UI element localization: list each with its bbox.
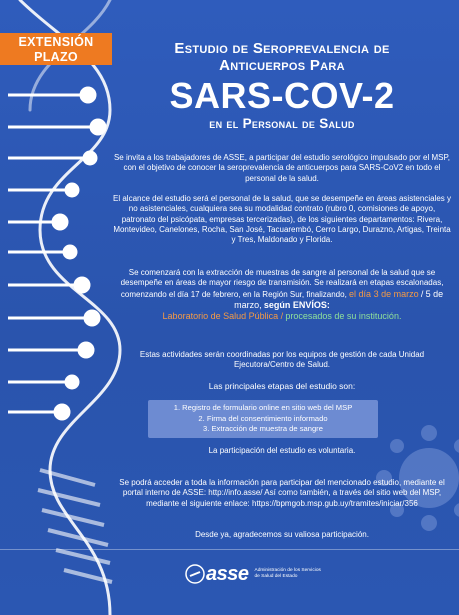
scope-paragraph: El alcance del estudio será el personal de la salud, que se desempeñe en áreas asistenciales y no asistenciales, cualquiera sea su modalidad contrato (rubro 0, comisiones de apoyo, patronato del psicópata, empresas tercerizadas), de los siguientes departamentos: Rivera, Montevideo, Canelones, Rocha, San José, Tacuarembó, Cerro Largo, Durazno, Artigas, Treinta y Tres, Maldonado y Florida.: [113, 194, 451, 245]
title-line3: en el Personal de Salud: [209, 116, 355, 131]
coordination-paragraph: Estas actividades serán coordinadas por los equipos de gestión de cada Unidad Ejecutora/Centro de Salud.: [139, 350, 425, 370]
access-paragraph: Se podrá acceder a toda la información para participar del mencionado estudio, mediante el portal interno de ASSE: http://info.asse/ Así como también, a través del sitio web del MSP, mediante el siguiente enlace: https://bpmgob.msp.gub.uy/tramites/iniciar/356: [119, 478, 445, 508]
intro-paragraph: Se invita a los trabajadores de ASSE, a participar del estudio serológico impulsado por el MSP, con el objetivo de conocer la seroprevalencia de anticuerpos para SARS-CoV2 en todo el personal de la salud.: [113, 153, 451, 183]
title-line1: Estudio de Seroprevalencia de: [174, 40, 390, 57]
badge-line2: PLAZO: [34, 50, 78, 64]
stage-item: 2. Firma del consentimiento informado: [198, 413, 328, 423]
logo-subtitle: Administración de los Servicios de Salud del Estado: [254, 568, 321, 579]
title-block: [112, 40, 452, 132]
title-line2: Anticuerpos Para: [219, 57, 345, 74]
date-separator: /: [420, 288, 424, 299]
lab-label: Laboratorio de Salud Pública /: [162, 311, 284, 322]
envios-label: según ENVÍOS:: [263, 299, 330, 310]
stage-item: 1. Registro de formulario online en sitio web del MSP: [173, 403, 353, 412]
extension-badge: [0, 33, 112, 65]
stages-title: Las principales etapas del estudio son:: [208, 381, 356, 391]
asse-logo-icon: [185, 564, 205, 584]
badge-line1: EXTENSIÓN: [18, 35, 94, 49]
logo-name: asse: [206, 562, 249, 585]
footer-divider: [0, 549, 459, 550]
title-main: SARS-COV-2: [169, 75, 395, 116]
stages-box: [148, 400, 378, 438]
schedule-text: Se comenzará con la extracción de muestras de sangre al personal de la salud que se desempeñe en áreas de mayor riesgo de transmisión. Se realizará en etapas escalonadas, comenzando el día 17 de febrero, en la Región Sur, finalizando,: [120, 268, 444, 299]
thanks-note: Desde ya, agradecemos su valiosa participación.: [195, 530, 369, 539]
asse-logo: [185, 563, 325, 585]
schedule-paragraph: [112, 268, 452, 322]
stage-item: 3. Extracción de muestra de sangre: [203, 424, 323, 433]
voluntary-note: La participación del estudio es voluntaria.: [208, 446, 356, 455]
date-1: el día 3 de marzo: [349, 288, 419, 299]
date-2: 5 de marzo,: [234, 288, 444, 310]
institution-label: procesados de su institución.: [285, 311, 402, 322]
